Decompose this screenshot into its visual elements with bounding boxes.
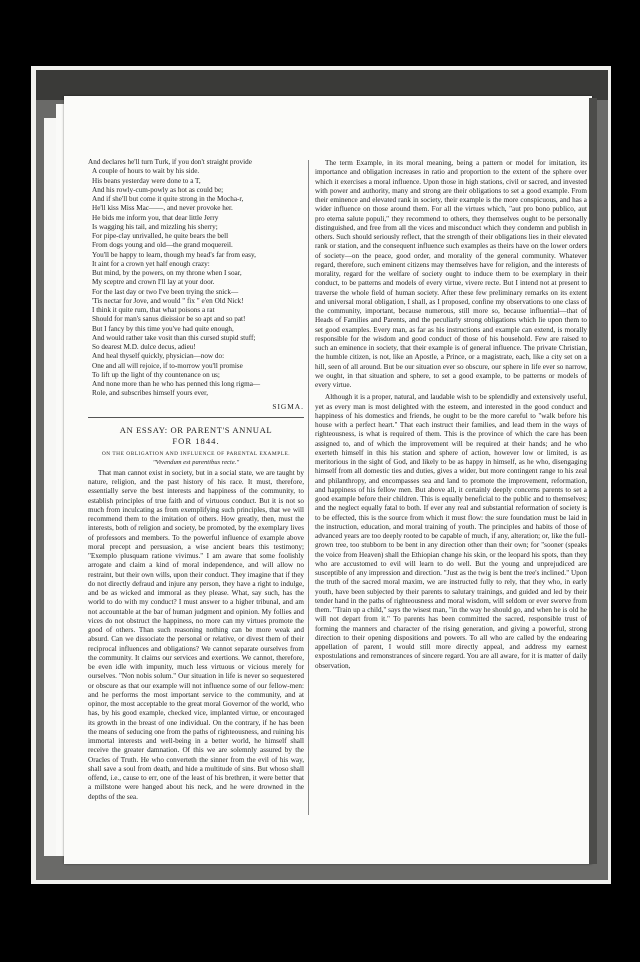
poem-line: And heal thyself quickly, physician—now do:	[92, 352, 225, 361]
poem-line: Is wagging his tail, and mizzling his sherry;	[92, 222, 218, 231]
essay-paragraph: The term Example, in its moral meaning, being a pattern or model for imitation, its importance and obligation increases in ratio and proportion to the extent of the sphere over which it exercises a moral influence. Upon those in high stations, civil or sacred, and invested with power and authority, many and strong are their obligations to set a good example. From their eminence and elevated rank in society, their example is the more conspicuous, and has a wider influence on those around them. For all the virtues which, "aut pro bono publico, aut pro eterna salute populi," they recommend to others, they themselves ought to be personally distinguished, and free from all the vices and misconduct which they condemn and publish in others. Such should seriously reflect, that the strength of their obligations lies in their elevated rank or station, and the consequent influence such examples as theirs have on the lower orders of society—on the peace, good order, and morality of the general community. Whatever regard, therefore, such eminent citizens may themselves have for religion, and the interests of morality, regard for the welfare of society ought to induce them to be exemplary in their conduct, to be patterns and models of every virtue, vivere recte. But I intend not at present to traverse the whole field of human society. After these few preliminary remarks on its extent and universal moral obligation, I shall, as I proposed, confine my observations to one class of the community, important, because numerous, still more so, because influential—that of Heads of Families and Parents, and the peculiarly strong obligations which lie upon them to set good examples. Every man, as far as his instructions and example can extend, is morally responsible for the wisdom and good conduct of those of his household. Few are raised to such an eminence in society, that their example is of general influence. The private Christian, the humble citizen, is not, like an Apostle, a Prince, or a magistrate, each, like a city set on a hill, seen of all around. But be our situation ever so obscure, our sphere in life ever so narrow, we ought, in that situation and sphere, to set a good example, to be patterns or models of every virtue.	[315, 159, 587, 389]
poem	[88, 158, 304, 411]
poem-line: I think it quite rum, that what poisons a rat	[92, 306, 215, 314]
poem-line: And would rather take vosit than this cursed stupid stuff;	[92, 333, 256, 342]
poem-line: One and all will rejoice, if to-morrow you'll promise	[92, 361, 243, 370]
poem-line: And his rowly-cum-powly as hot as could be;	[92, 185, 224, 194]
poem-line: From dogs young and old—the grand moquereil.	[92, 241, 233, 250]
left-column	[88, 158, 304, 802]
page-shadow	[589, 98, 597, 864]
poem-line: You'll be happy to learn, though my head's far from easy,	[92, 250, 256, 259]
poem-line: He bids me inform you, that dear little Jerry	[92, 213, 219, 222]
poem-line: Role, and subscribes himself yours ever,	[92, 389, 209, 398]
poem-signature: SIGMA.	[272, 401, 304, 411]
poem-line: A couple of hours to wait by his side.	[92, 167, 200, 176]
poem-line: My sceptre and crown I'll lay at your door.	[92, 278, 215, 287]
poem-line: 'Tis nectar for Jove, and would " fix " e'en Old Nick!	[92, 296, 244, 305]
essay-title: AN ESSAY: OR PARENT'S ANNUAL	[119, 424, 273, 435]
essay-paragraph: Although it is a proper, natural, and laudable wish to be splendidly and extensively useful, yet as every man is most delighted with the esteem, and interested in the good conduct and happiness of his domestics and friends, he ought to be the more careful to "walk before his house with a perfect heart." That each instruct their families, and lead them in the ways of righteousness, is what is required of them. This is the province of which the care has been assigned to, and of which the improvement will be required at their hands; and he who exerteth himself in this his station and sphere of action, however low or limited, is as meritorious in the sight of God, and likely to be as happy in himself, as he who, disengaging himself from all domestic ties and duties, gives a wider, but more contingent range to his zeal and philanthropy, and encompasses sea and land to promote the improvement, reformation, and happiness of his fellow men. But above all, it certainly deeply concerns parents to set a good example before their children. This is equally beneficial to the public and to themselves; and the neglect equally fatal to both. If ever any real and substantial reformation of society is to be effected, this is the source from which it must flow: the sure foundation must be laid in the instruction, education, and moral training of youth. The principles and habits of those of advanced years are too deeply rooted to be capable of much, if any, alteration; or, like the full-grown tree, too stubborn to be bent in any direction other than their own; for "sooner (speaks the voice from Heaven) shall the Ethiopian change his skin, or the leopard his spots, than they who are accustomed to evil will learn to do well. But the young and unprejudiced are susceptible of any impression and direction. "Just as the twig is bent the tree's inclined." Upon the truth of the sacred moral maxim, we are instructed fully to rely, that they who, in early youth, have been subjected by their parents to salutary trainings, and guided and led by their tender hand in the paths of righteousness and moral wisdom, will seldom or ever swerve from them. "Train up a child," says the wisest man, "in the way he should go, and when he is old he will not depart from it." To parents has been committed the sacred, responsible trust of forming the manners and character of the rising generation, and giving a powerful, strong direction to their opening dispositions and powers. To all who are called by the endearing appellation of parent, I would still more directly appeal, and address my earnest expostulations and remonstrances of sincere regard. You are all aware, for it is matter of daily observation,	[315, 393, 587, 670]
essay-year: FOR 1844.	[172, 435, 220, 446]
poem-line: For the last day or two I've been trying the snick—	[92, 287, 239, 296]
right-column	[315, 158, 587, 671]
poem-line: And declares he'll turn Turk, if you don't straight provide	[88, 158, 252, 166]
poem-line: For pipe-clay unrivalled, he quite bears the bell	[92, 232, 229, 240]
poem-line: And if she'll but come it quite strong in the Mocha-r,	[92, 195, 244, 203]
column-rule	[308, 160, 309, 815]
essay-motto: "Vivendum est parentibus recte."	[152, 458, 240, 466]
poem-line: His beans yesterday were done to a T,	[92, 176, 201, 185]
poem-line: But mind, by the powers, on my throne when I soar,	[92, 269, 242, 277]
essay-subtitle: ON THE OBLIGATION AND INFLUENCE OF PARENTAL EXAMPLE.	[101, 450, 291, 457]
essay-paragraph: That man cannot exist in society, but in a social state, we are taught by nature, religion, and the past history of his race. It must, therefore, essentially serve the best interests and happiness of the community, to establish principles of true faith and of virtuous conduct. But it is not so much from inculcating as from exemplifying such principles, that we will recommend them to the imitation of others. How greatly, then, must the interests, both of religion and society, be promoted, by the exemplary lives of professors and members. To the powerful influence of example above moral precept and persuasion, a wise ancient bears this testimony; "Exemplo plusquam ratione vivimus." I am aware that some foolishly arrogate and claim a kind of moral independence, and will allow no restraint, but their own wills, upon their conduct. They imagine that if they do not directly defraud and injure any person, they have a right to indulge, and be as wicked and immoral as they please. What, say such, has the world to do with my conduct? I must answer to a higher tribunal, and am not accountable at the bar of human judgment and opinion. My follies and vices do not obstruct the happiness, no more can my virtues promote the good of others. Than such reasoning nothing can be more weak and absurd. Can we dissociate the personal or relative, or divest them of their reciprocal influences and obligations? We cannot separate ourselves from the community. It claims our services and exertions. We cannot, therefore, be even idle with impunity, much less virtuous or vicious merely for ourselves. "Non nobis solum." Our situation in life is never so sequestered or obscure as that our example will not influence some of our fellow-men: and he performs the most important service to the community, and at opinor, the most acceptable to the great moral Governor of the world, who has, by his good example, checked vice, implanted virtue, or encouraged its growth in the breast of one individual. On the contrary, if he has been the means of seducing one from the paths of righteousness, and ruining his immortal interests and well-being in a better world, he himself shall receive the greater damnation. Of this we are solemnly assured by the Oracles of Truth. He who converteth the sinner from the evil of his way, shall save a soul from death, and hide a multitude of sins. But whoso shall offend, i.e., cause to err, one of the least of his brethren, it were better that a millstone were hanged about his neck, and he were drowned in the depths of the sea.	[88, 468, 304, 801]
poem-line: So dearest M.D. dulce decus, adieu!	[92, 343, 196, 351]
poem-line: Should for man's sanus dieissior be so apt and so pat!	[92, 315, 246, 324]
poem-line: And none more than he who has penned this long rigma—	[92, 380, 261, 388]
section-divider	[88, 417, 304, 418]
poem-line: He'll kiss Miss Mac——, and never provoke her.	[92, 204, 233, 213]
poem-line: It aint for a crown yet half enough crazy:	[92, 259, 210, 268]
poem-line: To lift up the light of thy countenance on us;	[92, 370, 220, 379]
poem-line: But I fancy by this time you've had quite enough,	[92, 324, 234, 333]
